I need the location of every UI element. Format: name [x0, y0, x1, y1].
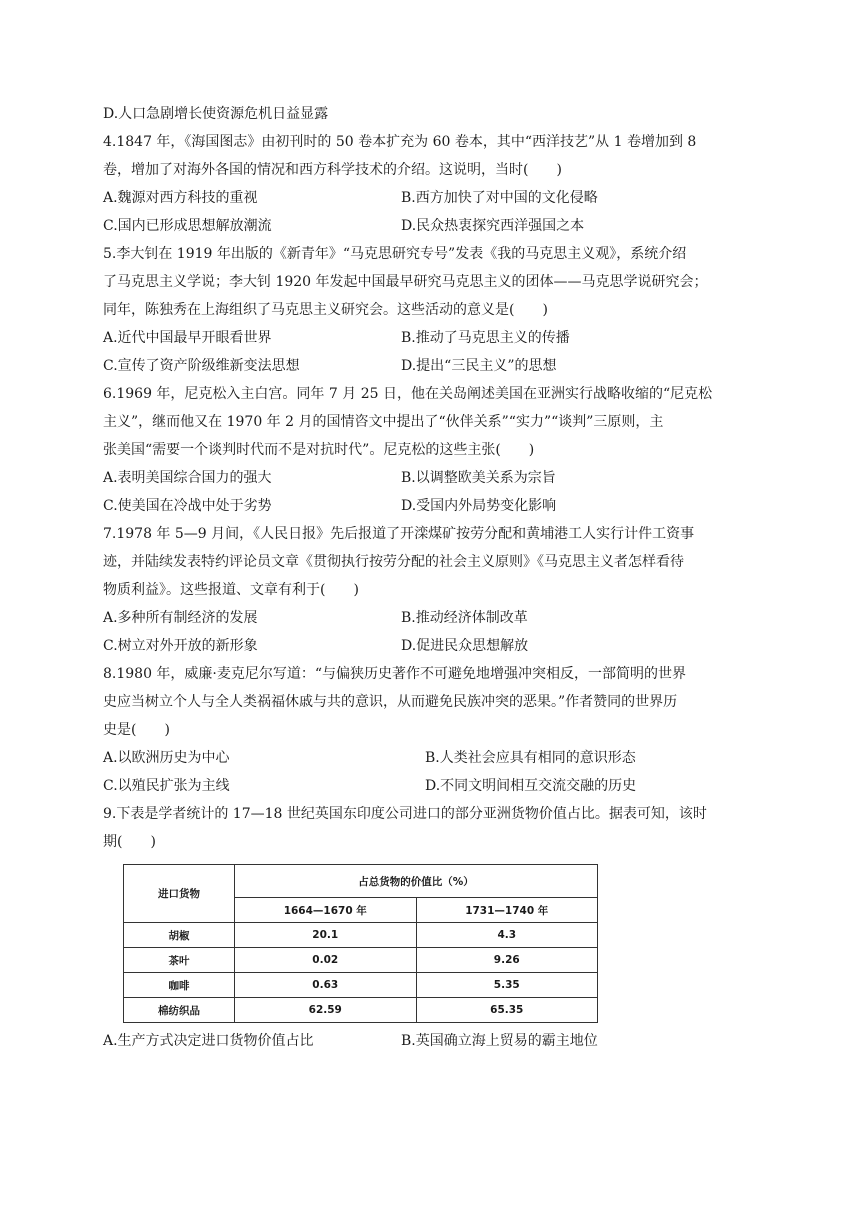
- q6-stem-line: 主义”，继而他又在 1970 年 2 月的国情咨文中提出了“伙伴关系”“实力”“谈判”三原则，主: [103, 414, 664, 430]
- q5-stem-line: 5.李大钊在 1919 年出版的《新青年》“马克思研究专号”发表《我的马克思主义观》，系统介绍: [103, 246, 687, 262]
- q9-stem-line: 9.下表是学者统计的 17—18 世纪英国东印度公司进口的部分亚洲货物价值占比。据表可知，该时: [103, 806, 707, 822]
- q7-stem-line: 7.1978 年 5—9 月间，《人民日报》先后报道了开滦煤矿按劳分配和黄埔港工人实行计件工资事: [103, 526, 695, 542]
- q9-data-table-wrap: [123, 864, 763, 1023]
- q8-stem-line: 史是( ): [103, 722, 170, 738]
- q6-options-row: [103, 492, 763, 520]
- table-cell-value: 0.63: [235, 973, 417, 998]
- q9-option-a[interactable]: A.生产方式决定进口货物价值占比: [103, 1033, 314, 1049]
- q9-options-row: [103, 1027, 763, 1055]
- table-cell-value: 65.35: [416, 998, 598, 1023]
- table-cell-item: 茶叶: [124, 948, 235, 973]
- question-7: [103, 520, 763, 660]
- table-row: [124, 923, 598, 948]
- q8-stem-line: 史应当树立个人与全人类祸福休戚与共的意识，从而避免民族冲突的恶果。”作者赞同的世界历: [103, 694, 678, 710]
- table-cell-item: 胡椒: [124, 923, 235, 948]
- table-cell-item: 棉纺织品: [124, 998, 235, 1023]
- q7-option-d[interactable]: D.促进民众思想解放: [401, 638, 529, 654]
- q5-options-row: [103, 352, 763, 380]
- q4-stem-line: 4.1847 年，《海国图志》由初刊时的 50 卷本扩充为 60 卷本，其中“西洋技艺”从 1 卷增加到 8: [103, 134, 697, 150]
- question-6: [103, 380, 763, 520]
- q6-stem-line: 张美国“需要一个谈判时代而不是对抗时代”。尼克松的这些主张( ): [103, 442, 535, 458]
- q8-option-d[interactable]: D.不同文明间相互交流交融的历史: [425, 778, 637, 794]
- q9-option-b[interactable]: B.英国确立海上贸易的霸主地位: [401, 1033, 598, 1049]
- q4-options-row: [103, 212, 763, 240]
- q8-option-a[interactable]: A.以欧洲历史为中心: [103, 750, 230, 766]
- q9-data-table: [123, 864, 598, 1023]
- q7-options-row: [103, 604, 763, 632]
- q5-options-row: [103, 324, 763, 352]
- q7-stem-line: 物质利益》。这些报道、文章有利于( ): [103, 582, 359, 598]
- q4-option-c[interactable]: C.国内已形成思想解放潮流: [103, 218, 272, 234]
- q4-options-row: [103, 184, 763, 212]
- question-8: [103, 660, 763, 800]
- q4-stem-line: 卷，增加了对海外各国的情况和西方科学技术的介绍。这说明，当时( ): [103, 162, 562, 178]
- table-cell-item: 咖啡: [124, 973, 235, 998]
- q6-option-b[interactable]: B.以调整欧美关系为宗旨: [401, 470, 556, 486]
- q6-stem-line: 6.1969 年，尼克松入主白宫。同年 7 月 25 日，他在关岛阐述美国在亚洲实行战略收缩的“尼克松: [103, 386, 713, 402]
- exam-page: [103, 100, 763, 1055]
- q7-stem-line: 迹，并陆续发表特约评论员文章《贯彻执行按劳分配的社会主义原则》《马克思主义者怎样看待: [103, 554, 684, 570]
- q7-option-c[interactable]: C.树立对外开放的新形象: [103, 638, 258, 654]
- table-cell-value: 62.59: [235, 998, 417, 1023]
- table-row: [124, 948, 598, 973]
- table-row: [124, 973, 598, 998]
- table-cell-value: 20.1: [235, 923, 417, 948]
- table-period-header: 1731—1740 年: [416, 898, 598, 923]
- q4-option-d[interactable]: D.民众热衷探究西洋强国之本: [401, 218, 585, 234]
- question-5: [103, 240, 763, 380]
- table-period-header: 1664—1670 年: [235, 898, 417, 923]
- q7-option-b[interactable]: B.推动经济体制改革: [401, 610, 528, 626]
- q8-options-row: [103, 772, 763, 800]
- q4-option-b[interactable]: B.西方加快了对中国的文化侵略: [401, 190, 598, 206]
- q3-option-d: D.人口急剧增长使资源危机日益显露: [103, 106, 329, 122]
- table-cell-value: 4.3: [416, 923, 598, 948]
- table-cell-value: 0.02: [235, 948, 417, 973]
- q4-option-a[interactable]: A.魏源对西方科技的重视: [103, 190, 258, 206]
- q5-option-a[interactable]: A.近代中国最早开眼看世界: [103, 330, 272, 346]
- q7-options-row: [103, 632, 763, 660]
- q8-option-c[interactable]: C.以殖民扩张为主线: [103, 778, 230, 794]
- q5-option-c[interactable]: C.宣传了资产阶级维新变法思想: [103, 358, 300, 374]
- table-cell-value: 9.26: [416, 948, 598, 973]
- table-row-header: 进口货物: [124, 865, 235, 923]
- q8-option-b[interactable]: B.人类社会应具有相同的意识形态: [425, 750, 636, 766]
- table-group-header: 占总货物的价值比（%）: [235, 865, 598, 898]
- q5-option-b[interactable]: B.推动了马克思主义的传播: [401, 330, 570, 346]
- q9-stem-line: 期( ): [103, 834, 156, 850]
- question-4: [103, 128, 763, 240]
- q5-stem-line: 了马克思主义学说；李大钊 1920 年发起中国最早研究马克思主义的团体——马克思学说研究会；: [103, 274, 708, 290]
- q7-option-a[interactable]: A.多种所有制经济的发展: [103, 610, 258, 626]
- q8-stem-line: 8.1980 年，威廉·麦克尼尔写道：“与偏狭历史著作不可避免地增强冲突相反，一部简明的世界: [103, 666, 687, 682]
- q5-stem-line: 同年，陈独秀在上海组织了马克思主义研究会。这些活动的意义是( ): [103, 302, 548, 318]
- table-row: [124, 998, 598, 1023]
- q6-option-c[interactable]: C.使美国在冷战中处于劣势: [103, 498, 272, 514]
- question-9: [103, 800, 763, 1055]
- q6-options-row: [103, 464, 763, 492]
- q6-option-d[interactable]: D.受国内外局势变化影响: [401, 498, 557, 514]
- q8-options-row: [103, 744, 763, 772]
- table-header-row: [124, 865, 598, 898]
- table-cell-value: 5.35: [416, 973, 598, 998]
- q6-option-a[interactable]: A.表明美国综合国力的强大: [103, 470, 272, 486]
- q5-option-d[interactable]: D.提出“三民主义”的思想: [401, 358, 557, 374]
